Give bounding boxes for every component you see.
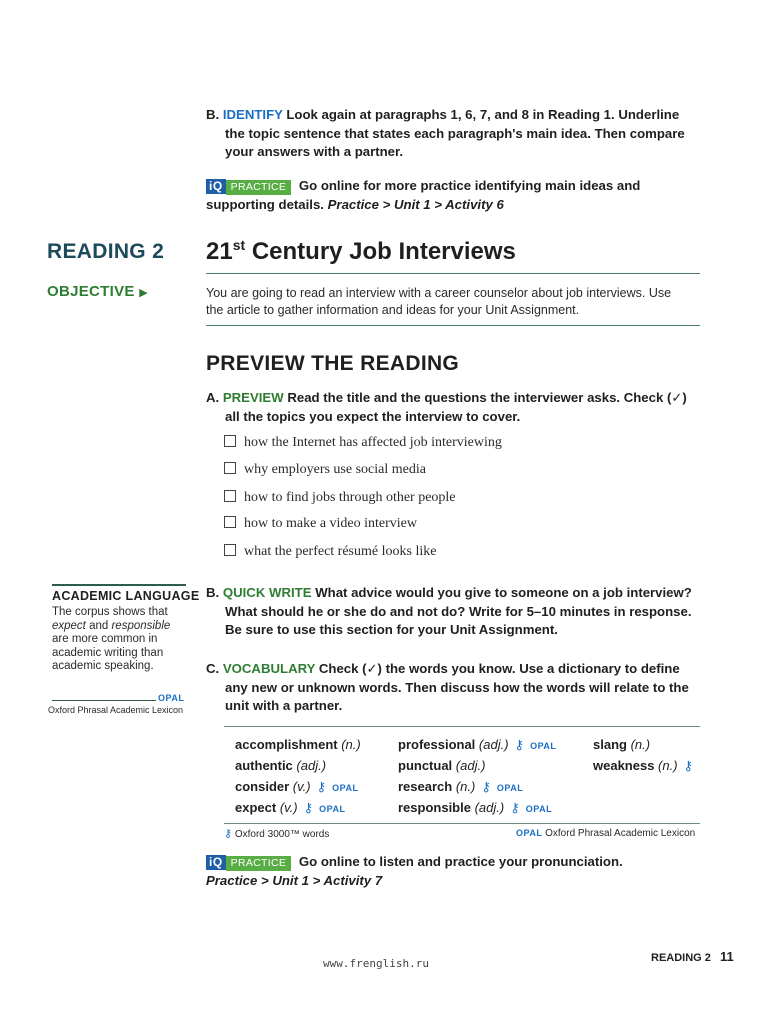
vocab-word xyxy=(235,800,361,821)
vocab-term: responsible xyxy=(398,800,475,815)
exercise-letter: B. xyxy=(206,107,220,122)
exercise-b-quick-write xyxy=(206,584,706,640)
opal-lexicon: Oxford Phrasal Academic Lexicon xyxy=(48,705,184,715)
exercise-letter: C. xyxy=(206,661,220,676)
exercise-letter: B. xyxy=(206,585,220,600)
sidebar-divider xyxy=(52,584,186,586)
sidebar-title: ACADEMIC LANGUAGE xyxy=(52,589,200,603)
vocab-pos: (n.) xyxy=(341,737,361,752)
vocab-pos: (v.) xyxy=(279,800,298,815)
vocab-divider xyxy=(224,823,700,824)
checkbox[interactable] xyxy=(224,490,236,502)
exercise-c-vocabulary xyxy=(206,660,706,716)
objective-text: OBJECTIVE xyxy=(47,283,135,300)
key-icon: ⚷ xyxy=(224,828,233,840)
exercise-text: Look again at paragraphs 1, 6, 7, and 8 in Reading 1. Underline xyxy=(286,107,680,122)
opal-label: OPAL xyxy=(496,783,524,793)
reading-intro xyxy=(206,285,700,319)
exercise-label: PREVIEW xyxy=(222,390,284,405)
checkbox-label: how to make a video interview xyxy=(244,516,418,531)
intro-text: You are going to read an interview with a career counselor about job interviews. Use xyxy=(206,286,672,300)
exercise-a-preview xyxy=(206,389,706,426)
vocab-footer-left xyxy=(224,827,329,840)
exercise-text: your answers with a partner. xyxy=(225,144,404,159)
checkbox-label: how the Internet has affected job interviewing xyxy=(244,435,502,450)
practice-badge: PRACTICE xyxy=(226,856,292,871)
exercise-text: What advice would you give to someone on a job interview? xyxy=(315,585,692,600)
opal-label: OPAL xyxy=(332,783,359,793)
vocab-pos: (adj.) xyxy=(474,800,505,815)
key-icon: ⚷ xyxy=(316,779,327,794)
vocab-term: weakness xyxy=(593,758,659,773)
key-icon: ⚷ xyxy=(303,800,314,815)
sidebar-text: are more common in xyxy=(52,633,158,645)
checkbox[interactable] xyxy=(224,516,236,528)
reading-title xyxy=(206,237,516,266)
title-superscript: st xyxy=(232,237,246,253)
practice-text: Go online for more practice identifying main ideas and xyxy=(298,178,641,193)
vocab-pos: (adj.) xyxy=(296,758,327,773)
title-number: 21 xyxy=(206,238,233,265)
opal-label: OPAL xyxy=(525,804,553,814)
vocab-term: authentic xyxy=(235,758,297,773)
divider xyxy=(206,273,700,274)
vocab-pos: (v.) xyxy=(292,779,311,794)
divider xyxy=(206,325,700,326)
checkbox[interactable] xyxy=(224,544,236,556)
checkbox[interactable] xyxy=(224,462,236,474)
vocab-word xyxy=(398,737,556,758)
exercise-text: the topic sentence that states each paragraph's main idea. Then compare xyxy=(225,125,685,141)
vocab-term: research xyxy=(398,779,456,794)
checkbox-label: how to find jobs through other people xyxy=(244,490,456,505)
opal-label: OPAL xyxy=(516,828,543,838)
vocab-word xyxy=(593,758,693,779)
checkbox-item[interactable] xyxy=(224,435,502,451)
vocab-pos: (n.) xyxy=(630,737,651,752)
practice-badge: PRACTICE xyxy=(226,180,292,195)
vocab-footer-right xyxy=(516,828,695,839)
page-footer-label: READING 2 xyxy=(651,952,711,964)
sidebar-text: academic speaking. xyxy=(52,660,154,672)
checkbox[interactable] xyxy=(224,435,236,447)
vocab-column-3 xyxy=(593,737,693,779)
sidebar-text: expect and responsible xyxy=(52,619,171,632)
key-icon: ⚷ xyxy=(683,758,694,773)
title-text: Century Job Interviews xyxy=(245,238,516,265)
exercise-text: Be sure to use this section for your Unit Assignment. xyxy=(225,622,558,637)
exercise-label: IDENTIFY xyxy=(222,107,283,122)
key-icon: ⚷ xyxy=(510,800,520,815)
exercise-text: unit with a partner. xyxy=(225,698,343,713)
practice-text: Go online to listen and practice your pronunciation. xyxy=(298,854,623,869)
sidebar-body xyxy=(52,606,192,674)
vocab-term: accomplishment xyxy=(235,737,342,752)
exercise-label: VOCABULARY xyxy=(222,661,316,676)
section-label: READING 2 xyxy=(47,240,165,263)
vocab-word xyxy=(235,758,361,779)
vocab-pos: (n.) xyxy=(455,779,476,794)
sidebar-text: The corpus shows that xyxy=(52,606,168,618)
checkbox-label: what the perfect résumé looks like xyxy=(244,544,437,559)
exercise-text: any new or unknown words. Then discuss how the words will relate to the xyxy=(225,679,689,695)
vocab-word xyxy=(593,737,693,758)
vocab-divider xyxy=(224,726,700,727)
exercise-text: Read the title and the questions the interviewer asks. Check (✓) xyxy=(287,390,687,405)
vocab-word xyxy=(398,800,556,821)
vocab-pos: (adj.) xyxy=(478,737,509,752)
practice-link[interactable]: Practice > Unit 1 > Activity 6 xyxy=(327,196,504,212)
iq-practice-block xyxy=(206,177,706,214)
exercise-letter: A. xyxy=(206,390,220,405)
section-heading: PREVIEW THE READING xyxy=(206,352,460,375)
exercise-text: What should he or she do and not do? Write for 5–10 minutes in response. xyxy=(225,603,692,619)
page-footer xyxy=(651,949,734,964)
vocab-word xyxy=(398,758,556,779)
checkbox-item[interactable] xyxy=(224,516,417,532)
iq-logo: iQ xyxy=(206,179,226,194)
sidebar-text: academic writing than xyxy=(52,646,164,659)
exercise-text: all the topics you expect the interview to cover. xyxy=(225,408,521,424)
exercise-label: QUICK WRITE xyxy=(222,585,312,600)
key-icon: ⚷ xyxy=(514,737,525,752)
checkbox-item[interactable] xyxy=(224,462,426,478)
checkbox-item[interactable] xyxy=(224,490,456,506)
objective-label xyxy=(47,283,148,300)
checkbox-item[interactable] xyxy=(224,544,436,560)
exercise-text: Check (✓) the words you know. Use a dictionary to define xyxy=(318,661,680,676)
watermark: www.frenglish.ru xyxy=(323,957,429,970)
vocab-term: consider xyxy=(235,779,293,794)
vocab-pos: (n.) xyxy=(658,758,678,773)
vocab-word xyxy=(235,737,361,758)
vocab-column-1 xyxy=(235,737,361,821)
iq-logo: iQ xyxy=(206,855,226,870)
opal-label: OPAL xyxy=(319,804,346,814)
vocab-pos: (adj.) xyxy=(455,758,486,773)
footer-text: Oxford Phrasal Academic Lexicon xyxy=(542,828,696,839)
vocab-term: professional xyxy=(398,737,479,752)
intro-text: the article to gather information and ideas for your Unit Assignment. xyxy=(206,303,580,317)
practice-link[interactable]: Practice > Unit 1 > Activity 7 xyxy=(206,872,383,888)
triangle-right-icon: ▶ xyxy=(139,287,148,299)
vocab-term: expect xyxy=(235,800,280,815)
opal-label: OPAL xyxy=(530,741,557,751)
practice-text: supporting details. xyxy=(206,196,324,212)
exercise-b-identify xyxy=(206,106,706,162)
checkbox-label: why employers use social media xyxy=(244,462,426,477)
page-number: 11 xyxy=(719,949,734,964)
vocab-column-2 xyxy=(398,737,556,821)
iq-practice-block xyxy=(206,853,706,890)
sidebar-divider xyxy=(52,700,156,701)
vocab-term: punctual xyxy=(398,758,456,773)
vocab-word xyxy=(398,779,556,800)
vocab-word xyxy=(235,779,361,800)
footer-text: Oxford 3000™ words xyxy=(234,829,330,840)
vocab-term: slang xyxy=(593,737,631,752)
key-icon: ⚷ xyxy=(481,779,491,794)
opal-label: OPAL xyxy=(158,693,185,703)
